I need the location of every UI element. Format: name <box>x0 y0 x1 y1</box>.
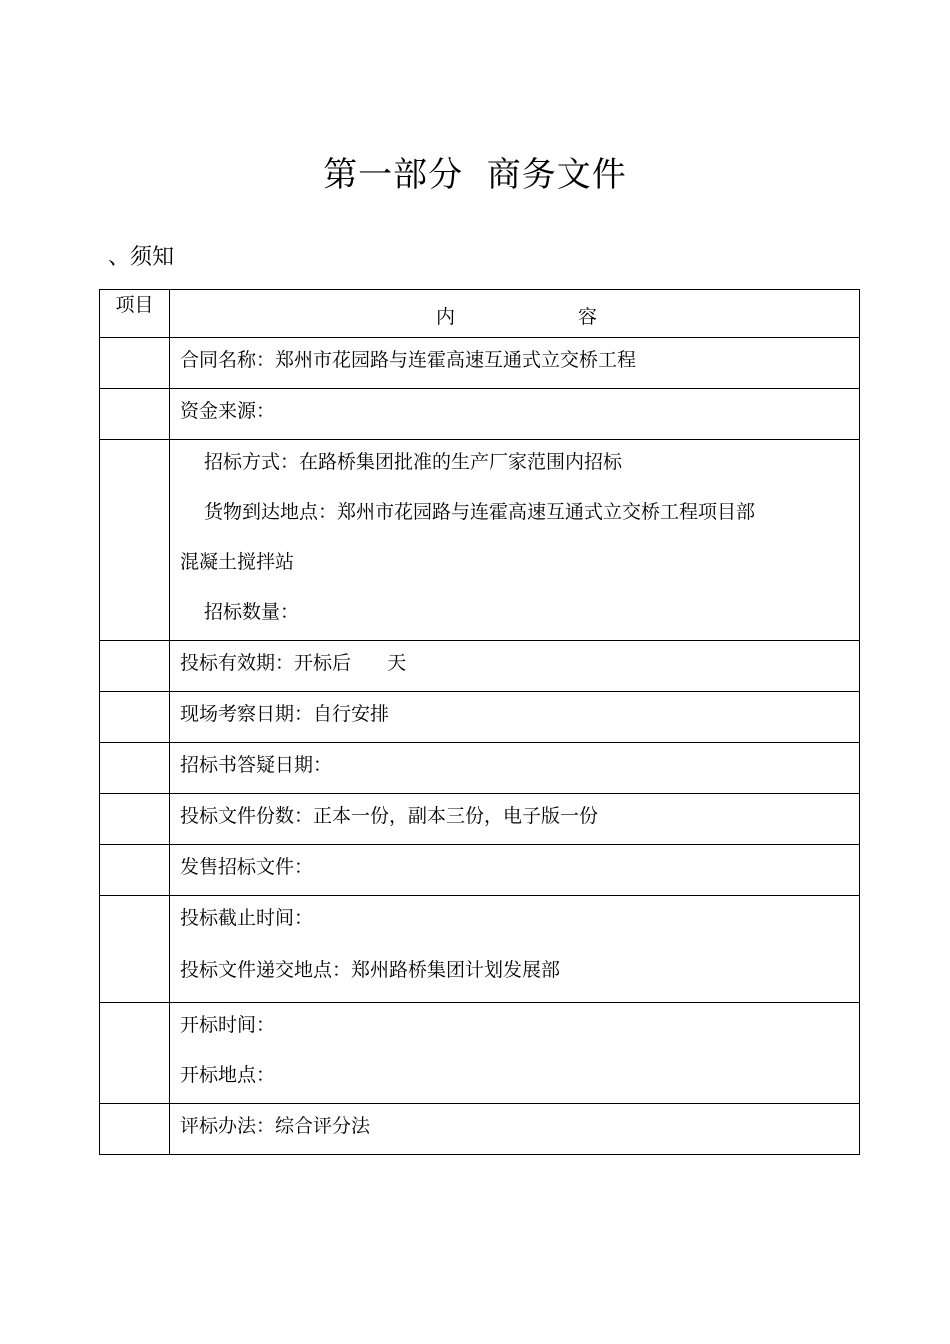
table-row <box>100 338 860 389</box>
content-cell <box>170 692 860 743</box>
table-row <box>100 389 860 440</box>
header-content-cell <box>170 290 860 338</box>
item-cell <box>100 641 170 692</box>
content-cell <box>170 743 860 794</box>
item-cell <box>100 1003 170 1104</box>
delivery-location: 货物到达地点：郑州市花园路与连霍高速互通式立交桥工程项目部 <box>204 501 756 523</box>
table-row <box>100 1104 860 1155</box>
delivery-location-cont: 混凝土搅拌站 <box>180 551 295 573</box>
content-cell <box>170 1104 860 1155</box>
item-cell <box>100 1104 170 1155</box>
bidding-quantity: 招标数量： <box>204 601 300 623</box>
document-sale: 发售招标文件： <box>180 856 314 878</box>
funding-source: 资金来源： <box>180 400 276 422</box>
content-cell <box>170 440 860 641</box>
header-content-label-a: 内 <box>436 306 456 328</box>
table-row <box>100 641 860 692</box>
table-row <box>100 896 860 1003</box>
item-cell <box>100 794 170 845</box>
evaluation-method: 评标办法：综合评分法 <box>180 1115 371 1137</box>
content-cell <box>170 845 860 896</box>
opening-location: 开标地点： <box>180 1064 276 1086</box>
content-cell <box>170 389 860 440</box>
table-header-row <box>100 290 860 338</box>
item-cell <box>100 440 170 641</box>
item-cell <box>100 743 170 794</box>
item-cell <box>100 389 170 440</box>
table-row <box>100 440 860 641</box>
item-cell <box>100 338 170 389</box>
bid-copies: 投标文件份数：正本一份，副本三份，电子版一份 <box>180 805 599 827</box>
section-heading: 、须知 <box>108 245 175 270</box>
bid-deadline: 投标截止时间： <box>180 907 314 929</box>
table-row <box>100 743 860 794</box>
header-content-label-b: 容 <box>578 306 598 328</box>
site-visit-date: 现场考察日期：自行安排 <box>180 703 390 725</box>
table-row <box>100 845 860 896</box>
content-cell <box>170 338 860 389</box>
item-cell <box>100 845 170 896</box>
item-cell <box>100 692 170 743</box>
bid-validity: 投标有效期：开标后 天 <box>180 652 407 674</box>
content-cell <box>170 1003 860 1104</box>
table-row <box>100 1003 860 1104</box>
item-cell <box>100 896 170 1003</box>
content-cell <box>170 794 860 845</box>
page-title: 第一部分 商务文件 <box>323 155 627 195</box>
content-cell <box>170 641 860 692</box>
submission-location: 投标文件递交地点：郑州路桥集团计划发展部 <box>180 959 561 981</box>
table-row <box>100 794 860 845</box>
qa-date: 招标书答疑日期： <box>180 754 333 776</box>
header-item-cell: 项目 <box>100 290 170 338</box>
opening-time: 开标时间： <box>180 1014 276 1036</box>
notice-table <box>99 289 860 1155</box>
bidding-method: 招标方式：在路桥集团批准的生产厂家范围内招标 <box>204 451 623 473</box>
contract-name: 合同名称：郑州市花园路与连霍高速互通式立交桥工程 <box>180 349 637 371</box>
content-cell <box>170 896 860 1003</box>
table-row <box>100 692 860 743</box>
